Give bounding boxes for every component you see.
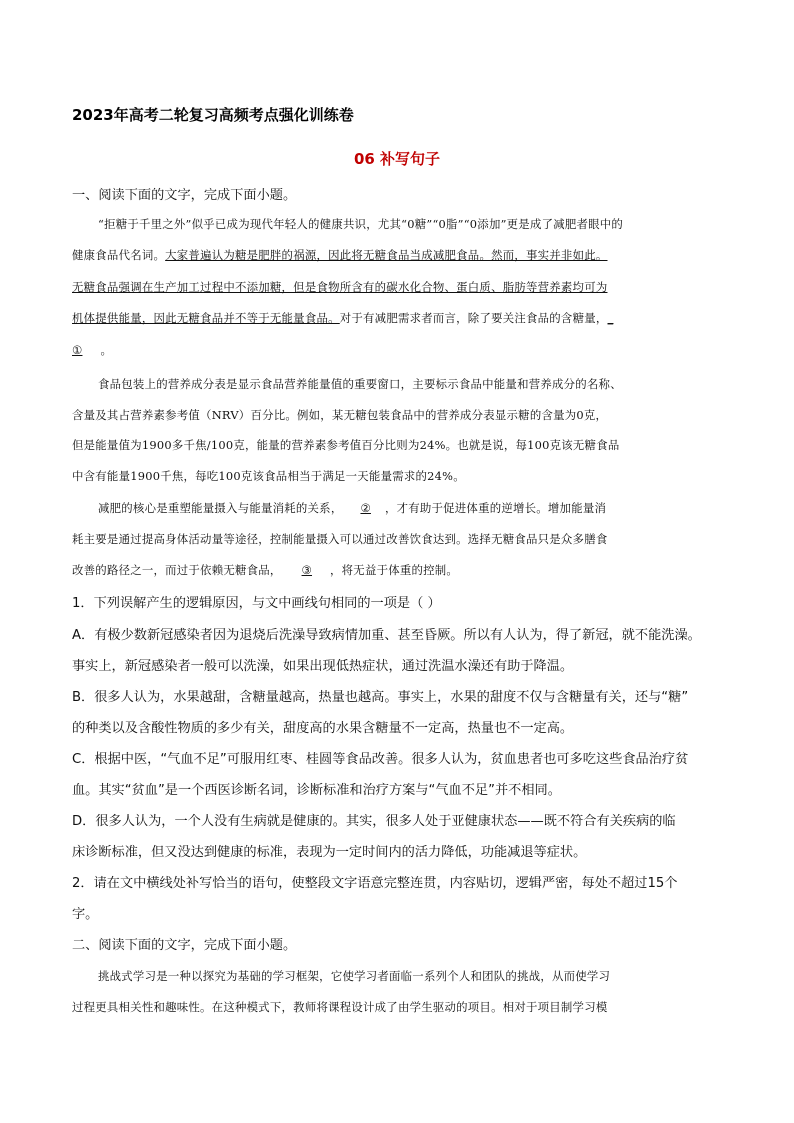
option-d-cont: 床诊断标准，但又没达到健康的标准，表现为一定时间内的活力降低，功能减退等症状。 xyxy=(72,845,587,860)
passage3-line xyxy=(72,562,458,578)
passage-text: ，将无益于体重的控制。 xyxy=(330,563,459,577)
document-subtitle: 06 补写句子 xyxy=(353,150,441,168)
passage-text: ，才有助于促进体重的逆增长。增加能量消 xyxy=(384,501,607,515)
passage-text: 对于有减肥需求者而言，除了要关注食品的含糖量， xyxy=(339,311,608,325)
passage2-line: 但是能量值为1900多千焦/100克，能量的营养素参考值百分比则为24%。也就是说，每100克该无糖食品 xyxy=(72,438,620,452)
underlined-sentence: 大家普遍认为糖是肥胖的祸源，因此将无糖食品当成减肥食品。然而，事实并非如此。 xyxy=(165,248,608,262)
question-2-stem: 2．请在文中横线处补写恰当的语句，使整段文字语意完整连贯，内容贴切，逻辑严密，每处不超过15个 xyxy=(72,876,678,891)
passage1-line xyxy=(72,310,613,326)
underlined-sentence: 机体提供能量，因此无糖食品并不等于无能量食品。 xyxy=(72,311,340,325)
option-b: B．很多人认为，水果越甜，含糖量越高，热量也越高。事实上，水果的甜度不仅与含糖量有关，还与“糖” xyxy=(72,690,689,705)
passage2-line: 食品包装上的营养成分表是显示食品营养能量值的重要窗口，主要标示食品中能量和营养成分的名称、 xyxy=(98,377,622,391)
passage-text: 减肥的核心是重塑能量摄入与能量消耗的关系， xyxy=(98,501,343,515)
passage-text: 健康食品代名词。 xyxy=(72,248,166,262)
answer-blank-3: ③ xyxy=(301,563,313,577)
option-d: D．很多人认为，一个人没有生病就是健康的。其实，很多人处于亚健康状态——既不符合有关疾病的临 xyxy=(72,814,676,829)
option-a-cont: 事实上，新冠感染者一般可以洗澡，如果出现低热症状，通过洗温水澡还有助于降温。 xyxy=(72,659,574,674)
passage3-line: 耗主要是通过提高身体活动量等途径，控制能量摄入可以通过改善饮食达到。选择无糖食品只是众多膳食 xyxy=(72,532,608,546)
question-2-stem-cont: 字。 xyxy=(72,907,99,922)
passage2-line: 中含有能量1900千焦，每吃100克该食品相当于满足一天能量需求的24%。 xyxy=(72,469,465,483)
section2-passage-line: 挑战式学习是一种以探究为基础的学习框架，它使学习者面临一系列个人和团队的挑战，从而使学习 xyxy=(98,969,611,983)
passage3-line xyxy=(98,500,606,516)
option-b-cont: 的种类以及含酸性物质的多少有关，甜度高的水果含糖量不一定高，热量也不一定高。 xyxy=(72,721,574,736)
passage1-line xyxy=(72,342,112,358)
document-title: 2023年高考二轮复习高频考点强化训练卷 xyxy=(72,106,354,124)
passage-text: 改善的路径之一，而过于依赖无糖食品， xyxy=(72,563,282,577)
passage1-line: “拒糖于千里之外”似乎已成为现代年轻人的健康共识，尤其“0糖”“0脂”“0添加”更是成了减肥者眼中的 xyxy=(98,217,624,231)
answer-blank-2: ② xyxy=(360,501,371,515)
passage1-line xyxy=(72,247,608,263)
option-c-cont: 血。其实“贫血”是一个西医诊断名词，诊断标准和治疗方案与“气血不足”并不相同。 xyxy=(72,783,561,798)
section2-heading: 二、阅读下面的文字，完成下面小题。 xyxy=(72,938,297,953)
question-1-stem: 1．下列误解产生的逻辑原因，与文中画线句相同的一项是（ ） xyxy=(72,596,441,611)
answer-blank: _ xyxy=(607,311,614,325)
section2-passage-line: 过程更具相关性和趣味性。在这种模式下，教师将课程设计成了由学生驱动的项目。相对于项目制学习模 xyxy=(72,1000,608,1014)
passage2-line: 含量及其占营养素参考值（NRV）百分比。例如，某无糖包装食品中的营养成分表显示糖的含量为0克， xyxy=(72,408,608,422)
underlined-sentence: 无糖食品强调在生产加工过程中不添加糖，但是食物所含有的碳水化合物、蛋白质、脂肪等营养素均可为 xyxy=(72,280,608,294)
section1-heading: 一、阅读下面的文字，完成下面小题。 xyxy=(72,188,297,203)
passage-text: 。 xyxy=(100,343,113,357)
option-a: A．有极少数新冠感染者因为退烧后洗澡导致病情加重、甚至昏厥。所以有人认为，得了新冠，就不能洗澡。 xyxy=(72,628,701,643)
option-c: C．根据中医，“气血不足”可服用红枣、桂圆等食品改善。很多人认为，贫血患者也可多吃这些食品治疗贫 xyxy=(72,752,689,767)
answer-blank-1: ① xyxy=(72,343,83,357)
